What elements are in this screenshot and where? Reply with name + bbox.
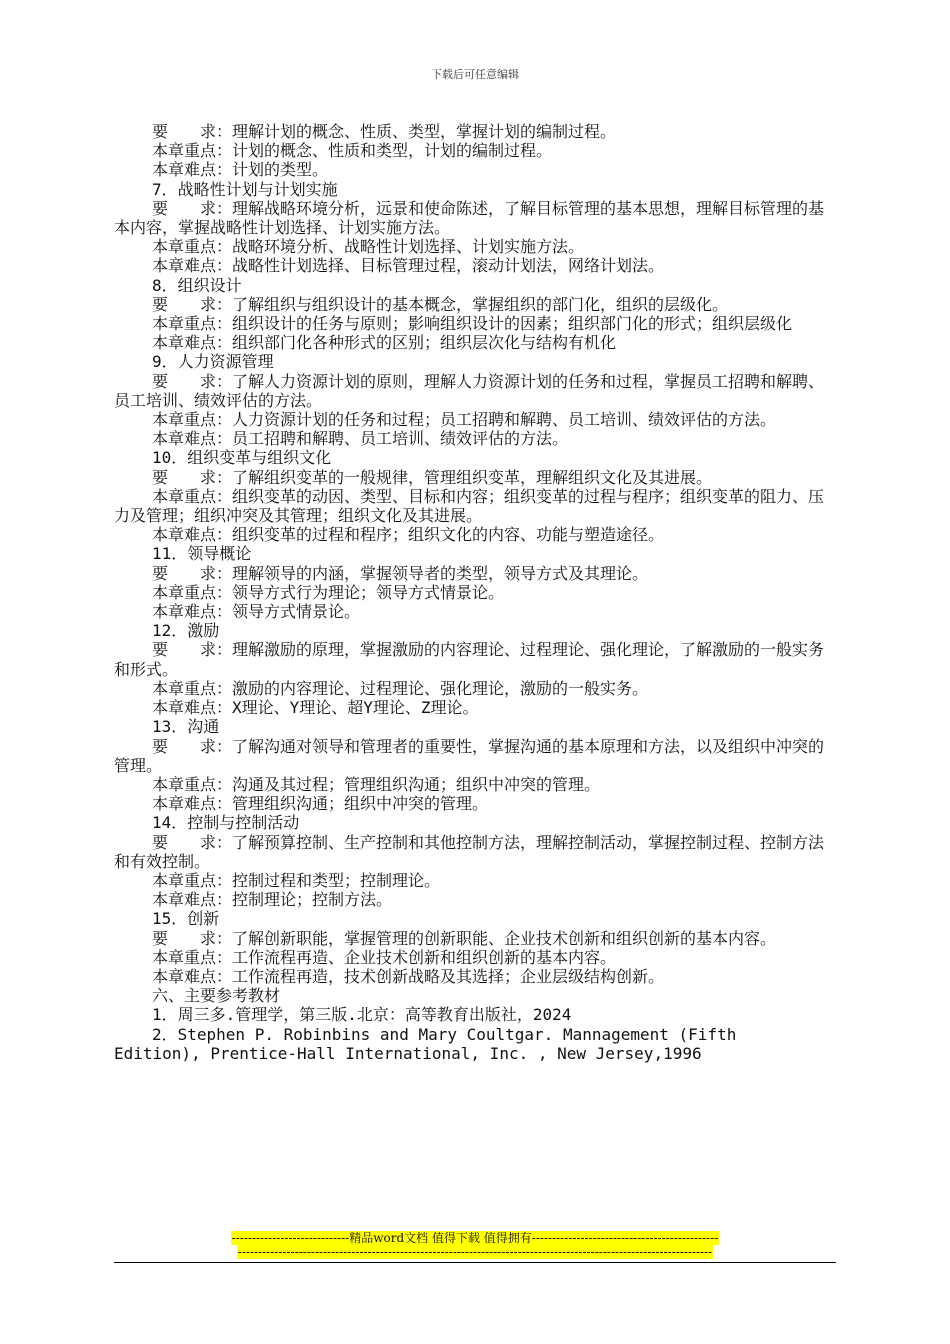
footer-line-1 xyxy=(0,1229,950,1246)
paragraph: 本章重点：沟通及其过程；管理组织沟通；组织中冲突的管理。 xyxy=(152,774,601,794)
paragraph: 本章重点：组织设计的任务与原则；影响组织设计的因素；组织部门化的形式；组织层级化 xyxy=(152,314,793,334)
section-heading: 11．领导概论 xyxy=(152,544,252,564)
paragraph: 本章难点：控制理论；控制方法。 xyxy=(152,890,393,910)
paragraph: 要 求：理解领导的内涵，掌握领导者的类型，领导方式及其理论。 xyxy=(152,563,649,583)
section-heading: 9．人力资源管理 xyxy=(152,352,274,372)
paragraph: 本章重点：人力资源计划的任务和过程；员工招聘和解聘、员工培训、绩效评估的方法。 xyxy=(152,410,777,430)
paragraph: 本章重点：组织变革的动因、类型、目标和内容；组织变革的过程与程序；组织变革的阻力、压力及管理；组织冲突及其管理；组织文化及其进展。 xyxy=(114,486,825,526)
footer-highlight-2: --------------------------------------------------------------------------------------------------------------------- xyxy=(237,1245,713,1259)
section-heading: 12．激励 xyxy=(152,621,220,641)
section-heading: 六、主要参考教材 xyxy=(152,986,281,1006)
reference-item: 1．周三多.管理学，第三版.北京：高等教育出版社，2024 xyxy=(152,1005,572,1025)
paragraph: 本章重点：战略环境分析、战略性计划选择、计划实施方法。 xyxy=(152,237,585,257)
paragraph: 本章难点：工作流程再造，技术创新战略及其选择；企业层级结构创新。 xyxy=(152,966,665,986)
footer-line-2 xyxy=(0,1245,950,1259)
paragraph: 要 求：理解激励的原理，掌握激励的内容理论、过程理论、强化理论，了解激励的一般实务和形式。 xyxy=(114,640,825,679)
section-heading: 7．战略性计划与计划实施 xyxy=(152,179,338,199)
section-heading: 15．创新 xyxy=(152,909,220,929)
paragraph: 本章难点：员工招聘和解聘、员工培训、绩效评估的方法。 xyxy=(152,429,569,449)
paragraph: 本章重点：激励的内容理论、过程理论、强化理论，激励的一般实务。 xyxy=(152,678,649,698)
paragraph: 要 求：理解战略环境分析，远景和使命陈述，了解目标管理的基本思想，理解目标管理的基本内容，掌握战略性计划选择、计划实施方法。 xyxy=(114,198,825,238)
paragraph: 要 求：了解预算控制、生产控制和其他控制方法，理解控制活动，掌握控制过程、控制方法和有效控制。 xyxy=(114,832,825,871)
paragraph: 要 求：了解沟通对领导和管理者的重要性，掌握沟通的基本原理和方法，以及组织中冲突的管理。 xyxy=(114,736,825,775)
section-heading: 8．组织设计 xyxy=(152,275,242,295)
paragraph: 本章重点：控制过程和类型；控制理论。 xyxy=(152,870,441,890)
paragraph: 本章难点：组织部门化各种形式的区别；组织层次化与结构有机化 xyxy=(152,333,617,353)
paragraph: 本章难点：领导方式情景论。 xyxy=(152,602,361,622)
paragraph: 本章重点：领导方式行为理论；领导方式情景论。 xyxy=(152,582,505,602)
paragraph: 要 求：了解组织变革的一般规律，管理组织变革，理解组织文化及其进展。 xyxy=(152,467,713,487)
paragraph: 要 求：了解组织与组织设计的基本概念，掌握组织的部门化，组织的层级化。 xyxy=(152,294,729,314)
section-heading: 14．控制与控制活动 xyxy=(152,813,300,833)
section-heading: 13．沟通 xyxy=(152,717,220,737)
paragraph: 要 求：了解创新职能，掌握管理的创新职能、企业技术创新和组织创新的基本内容。 xyxy=(152,928,777,948)
footer-rule xyxy=(114,1262,836,1263)
paragraph: 本章难点：组织变革的过程和程序；组织文化的内容、功能与塑造途径。 xyxy=(152,525,665,545)
paragraph: 本章难点：管理组织沟通；组织中冲突的管理。 xyxy=(152,794,489,814)
paragraph: 本章难点：战略性计划选择、目标管理过程，滚动计划法，网络计划法。 xyxy=(152,256,665,276)
paragraph: 本章难点：计划的类型。 xyxy=(152,160,329,180)
reference-item: 2．Stephen P. Robinbins and Mary Coultgar. Mannagement (Fifth Edition), Prentice-Hall International, Inc. , New Jersey,1996 xyxy=(114,1024,737,1063)
paragraph: 本章重点：工作流程再造、企业技术创新和组织创新的基本内容。 xyxy=(152,947,617,967)
paragraph: 要 求：理解计划的概念、性质、类型，掌握计划的编制过程。 xyxy=(152,122,617,141)
section-heading: 10．组织变革与组织文化 xyxy=(152,448,332,468)
paragraph: 要 求：了解人力资源计划的原则，理解人力资源计划的任务和过程，掌握员工招聘和解聘、员工培训、绩效评估的方法。 xyxy=(114,371,825,410)
paragraph: 本章重点：计划的概念、性质和类型，计划的编制过程。 xyxy=(152,141,553,161)
page-header: 下载后可任意编辑 xyxy=(431,68,519,81)
paragraph: 本章难点：X理论、Y理论、超Y理论、Z理论。 xyxy=(152,698,479,718)
footer-highlight-1: -----------------------------精品word文档 值得下载 值得拥有---------------------------------------------- xyxy=(231,1231,719,1245)
document-body xyxy=(114,122,826,1063)
